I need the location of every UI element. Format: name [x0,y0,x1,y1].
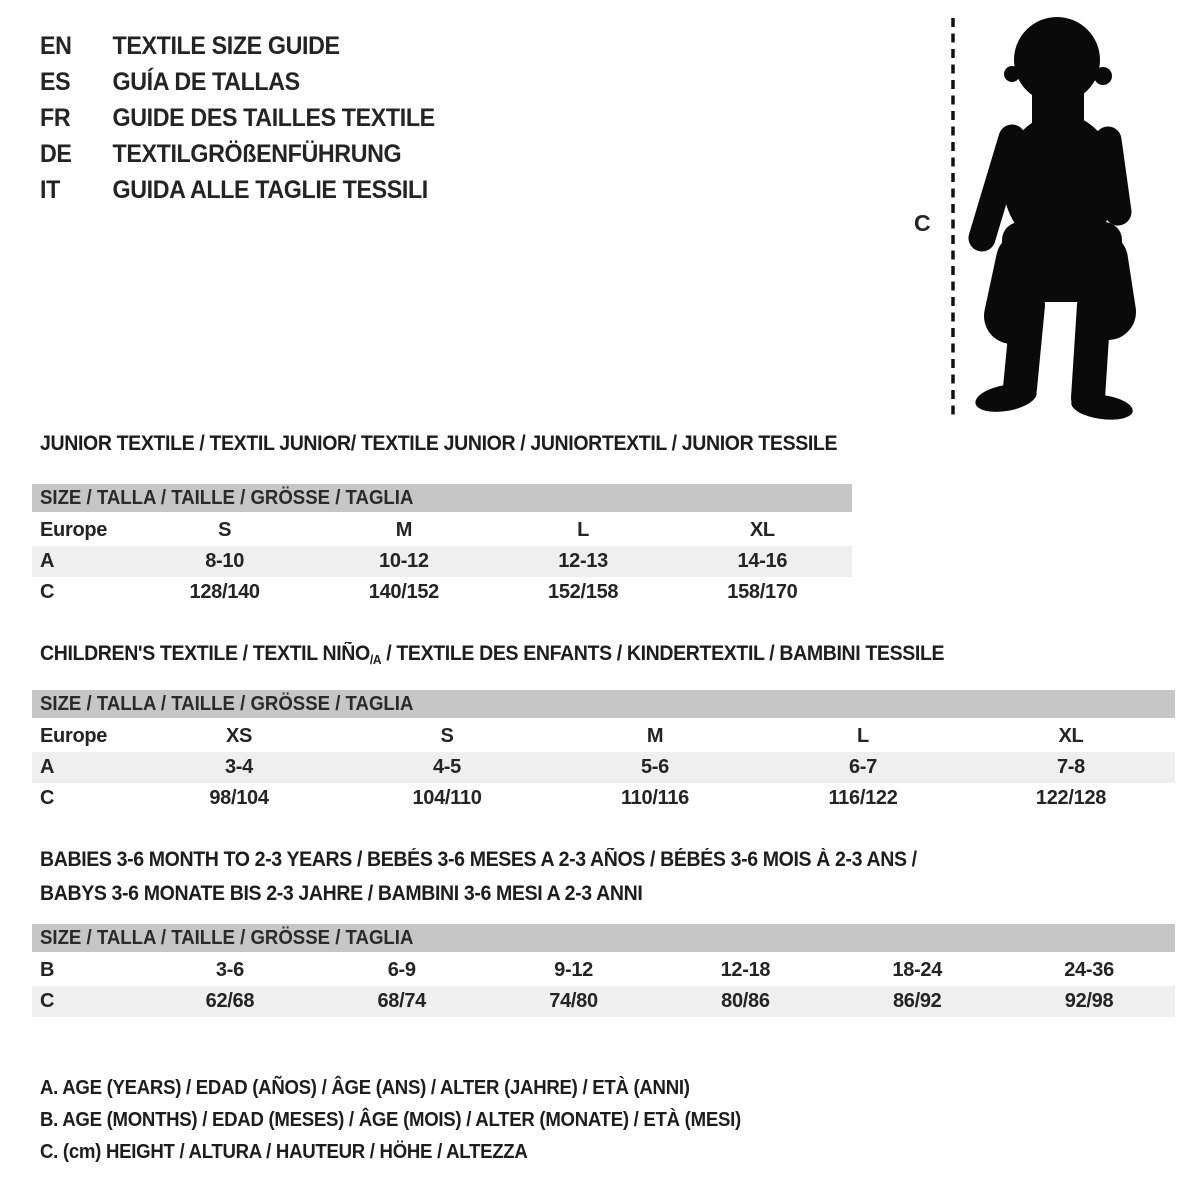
height-cell: 128/140 [189,581,260,603]
section-heading-babies-line1 [40,848,983,872]
table-row-height [32,986,1175,1017]
size-table-header-bar [32,924,1175,952]
language-code: DE [40,140,72,168]
babies-size-table [32,924,1175,1017]
table-row-europe [32,721,1175,752]
language-code: IT [40,176,60,204]
guide-title: GUÍA DE TALLAS [112,68,300,96]
age-cell: 4-5 [432,756,461,778]
age-cell: 3-4 [224,756,253,778]
legend [40,1072,794,1168]
children-size-table [32,690,1175,814]
section-heading-text [40,642,944,667]
language-code: FR [40,104,71,132]
section-heading-children [40,642,1012,667]
heading-pre: CHILDREN'S TEXTILE / TEXTIL NIÑO [40,642,370,665]
table-row-months [32,955,1175,986]
height-cell: 104/110 [412,787,482,809]
age-cell: 7-8 [1056,756,1085,778]
months-cell: 24-36 [1064,959,1114,981]
months-cell: 18-24 [892,959,943,981]
language-row-es [40,64,435,100]
size-table-header-text: SIZE / TALLA / TAILLE / GRÖSSE / TAGLIA [40,487,414,509]
height-cell: 116/122 [828,787,898,809]
guide-title: TEXTILE SIZE GUIDE [112,32,340,60]
height-measure-line [948,14,958,420]
height-cell: 62/68 [205,990,255,1012]
language-row-it [40,172,435,208]
language-row-fr [40,100,435,136]
measure-label-c: C [914,210,931,236]
size-cell: L [857,725,869,747]
height-cell: 74/80 [549,990,598,1012]
language-code: ES [40,68,71,96]
height-cell: 122/128 [1035,787,1107,809]
months-cell: 6-9 [387,959,416,981]
guide-title: TEXTILGRÖßENFÜHRUNG [112,140,402,168]
size-table-header-bar [32,484,852,512]
section-heading-text: BABIES 3-6 MONTH TO 2-3 YEARS / BEBÉS 3-6 MESES A 2-3 AÑOS / BÉBÉS 3-6 MOIS À 2-3 ANS / [40,848,917,871]
guide-title: GUIDA ALLE TAGLIE TESSILI [112,176,428,204]
section-heading-junior [40,432,897,456]
height-cell: 92/98 [1064,990,1114,1012]
toddler-silhouette-icon [962,10,1142,420]
age-cell: 8-10 [205,550,245,572]
age-cell: 5-6 [640,756,669,778]
height-cell: 80/86 [721,990,770,1012]
months-cell: 9-12 [554,959,593,981]
age-cell: 12-13 [558,550,608,572]
size-cell: L [577,519,590,541]
section-heading-text: JUNIOR TEXTILE / TEXTIL JUNIOR/ TEXTILE JUNIOR / JUNIORTEXTIL / JUNIOR TESSILE [40,432,838,455]
size-table-header-text: SIZE / TALLA / TAILLE / GRÖSSE / TAGLIA [40,927,414,949]
size-cell: XL [1058,725,1084,747]
section-heading-text: BABYS 3-6 MONATE BIS 2-3 JAHRE / BAMBINI 3-6 MESI A 2-3 ANNI [40,882,643,905]
size-cell: M [395,519,413,541]
size-cell: M [646,725,664,747]
height-cell: 98/104 [209,787,269,809]
heading-subscript: /A [369,652,382,667]
size-cell: S [218,519,232,541]
size-cell: XS [225,725,253,747]
table-row-age [32,752,1175,783]
row-label: A [40,756,55,778]
table-row-europe [32,515,852,546]
legend-line-b: B. AGE (MONTHS) / EDAD (MESES) / ÂGE (MOIS) / ALTER (MONATE) / ETÀ (MESI) [40,1109,741,1131]
guide-title: GUIDE DES TAILLES TEXTILE [112,104,435,132]
months-cell: 12-18 [720,959,771,981]
age-cell: 6-7 [848,756,877,778]
language-row-de [40,136,435,172]
height-cell: 152/158 [548,581,619,603]
row-label: C [40,787,55,809]
age-cell: 14-16 [737,550,788,572]
height-cell: 110/116 [621,787,689,809]
table-row-age [32,546,852,577]
height-cell: 140/152 [368,581,439,603]
legend-line-a: A. AGE (YEARS) / EDAD (AÑOS) / ÂGE (ANS) / ALTER (JAHRE) / ETÀ (ANNI) [40,1077,690,1099]
row-label: B [40,959,55,981]
heading-post: / TEXTILE DES ENFANTS / KINDERTEXTIL / BAMBINI TESSILE [381,642,945,665]
size-table-header-bar [32,690,1175,718]
language-row-en [40,28,435,64]
size-table-header-text: SIZE / TALLA / TAILLE / GRÖSSE / TAGLIA [40,693,414,715]
row-label: C [40,581,55,603]
row-label: Europe [40,725,108,747]
size-cell: S [440,725,454,747]
table-row-height [32,577,852,608]
row-label: C [40,990,55,1012]
section-heading-babies-line2 [40,882,688,906]
legend-line-c: C. (cm) HEIGHT / ALTURA / HAUTEUR / HÖHE / ALTEZZA [40,1141,528,1163]
size-cell: XL [749,519,775,541]
height-cell: 158/170 [727,581,798,603]
table-row-height [32,783,1175,814]
junior-size-table [32,484,852,608]
row-label: Europe [40,519,108,541]
age-cell: 10-12 [379,550,429,572]
height-cell: 68/74 [377,990,427,1012]
height-cell: 86/92 [892,990,942,1012]
row-label: A [40,550,55,572]
months-cell: 3-6 [215,959,244,981]
language-code: EN [40,32,72,60]
language-title-list [40,28,465,208]
